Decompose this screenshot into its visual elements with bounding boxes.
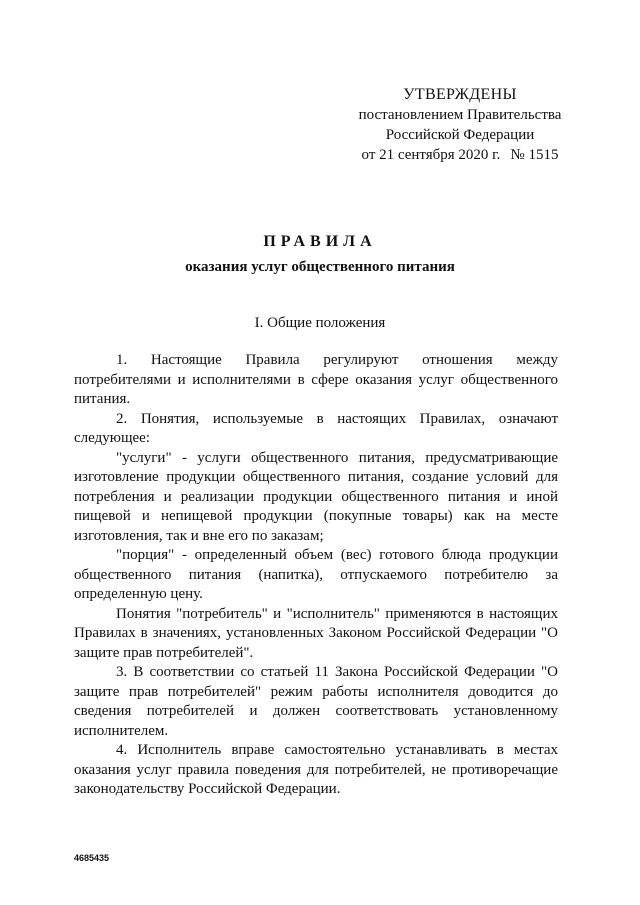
paragraph-2: 2. Понятия, используемые в настоящих Правилах, означают следующее: (74, 410, 558, 446)
approval-block (340, 85, 580, 165)
paragraph-definition-consumer: Понятия "потребитель" и "исполнитель" применяются в настоящих Правилах в значениях, установленных Законом Российской Федерации "О защите прав потребителей". (74, 605, 558, 661)
approval-number: № 1515 (510, 147, 559, 163)
paragraph-4: 4. Исполнитель вправе самостоятельно устанавливать в местах оказания услуг правила поведения для потребителей, не противоречащие законодательству Российской Федерации. (74, 742, 558, 797)
approval-date: от 21 сентября 2020 г. (361, 147, 501, 163)
paragraph-definition-portion: "порция" - определенный объем (вес) готового блюда продукции общественного питания (напитка), отпускаемого потребителю за определенную цену. (74, 547, 558, 602)
approval-line-federation: Российской Федерации (385, 127, 535, 143)
paragraph-3: 3. В соответствии со статьей 11 Закона Российской Федерации "О защите прав потребителей" режим работы исполнителя доводится до сведения потребителей и должен соответствовать установленному исполнителем. (74, 664, 558, 739)
document-title: ПРАВИЛА (263, 233, 377, 250)
footer-document-code: 4685435 (74, 853, 110, 863)
section-heading: I. Общие положения (254, 315, 386, 331)
body-text (74, 351, 558, 800)
document-subtitle: оказания услуг общественного питания (185, 259, 455, 275)
approval-title: УТВЕРЖДЕНЫ (403, 86, 517, 103)
paragraph-1: 1. Настоящие Правила регулируют отношения между потребителями и исполнителями в сфере оказания услуг общественного питания. (74, 352, 558, 407)
approval-line-government: постановлением Правительства (358, 107, 562, 123)
paragraph-definition-services: "услуги" - услуги общественного питания, предусматривающие изготовление продукции общественного питания, создание условий для потребления и реализации продукции общественного питания и иной пищевой и непищевой продукции (покупные товары) как на месте изготовления, так и вне его по заказам; (74, 449, 558, 544)
approval-dateline (340, 145, 580, 165)
